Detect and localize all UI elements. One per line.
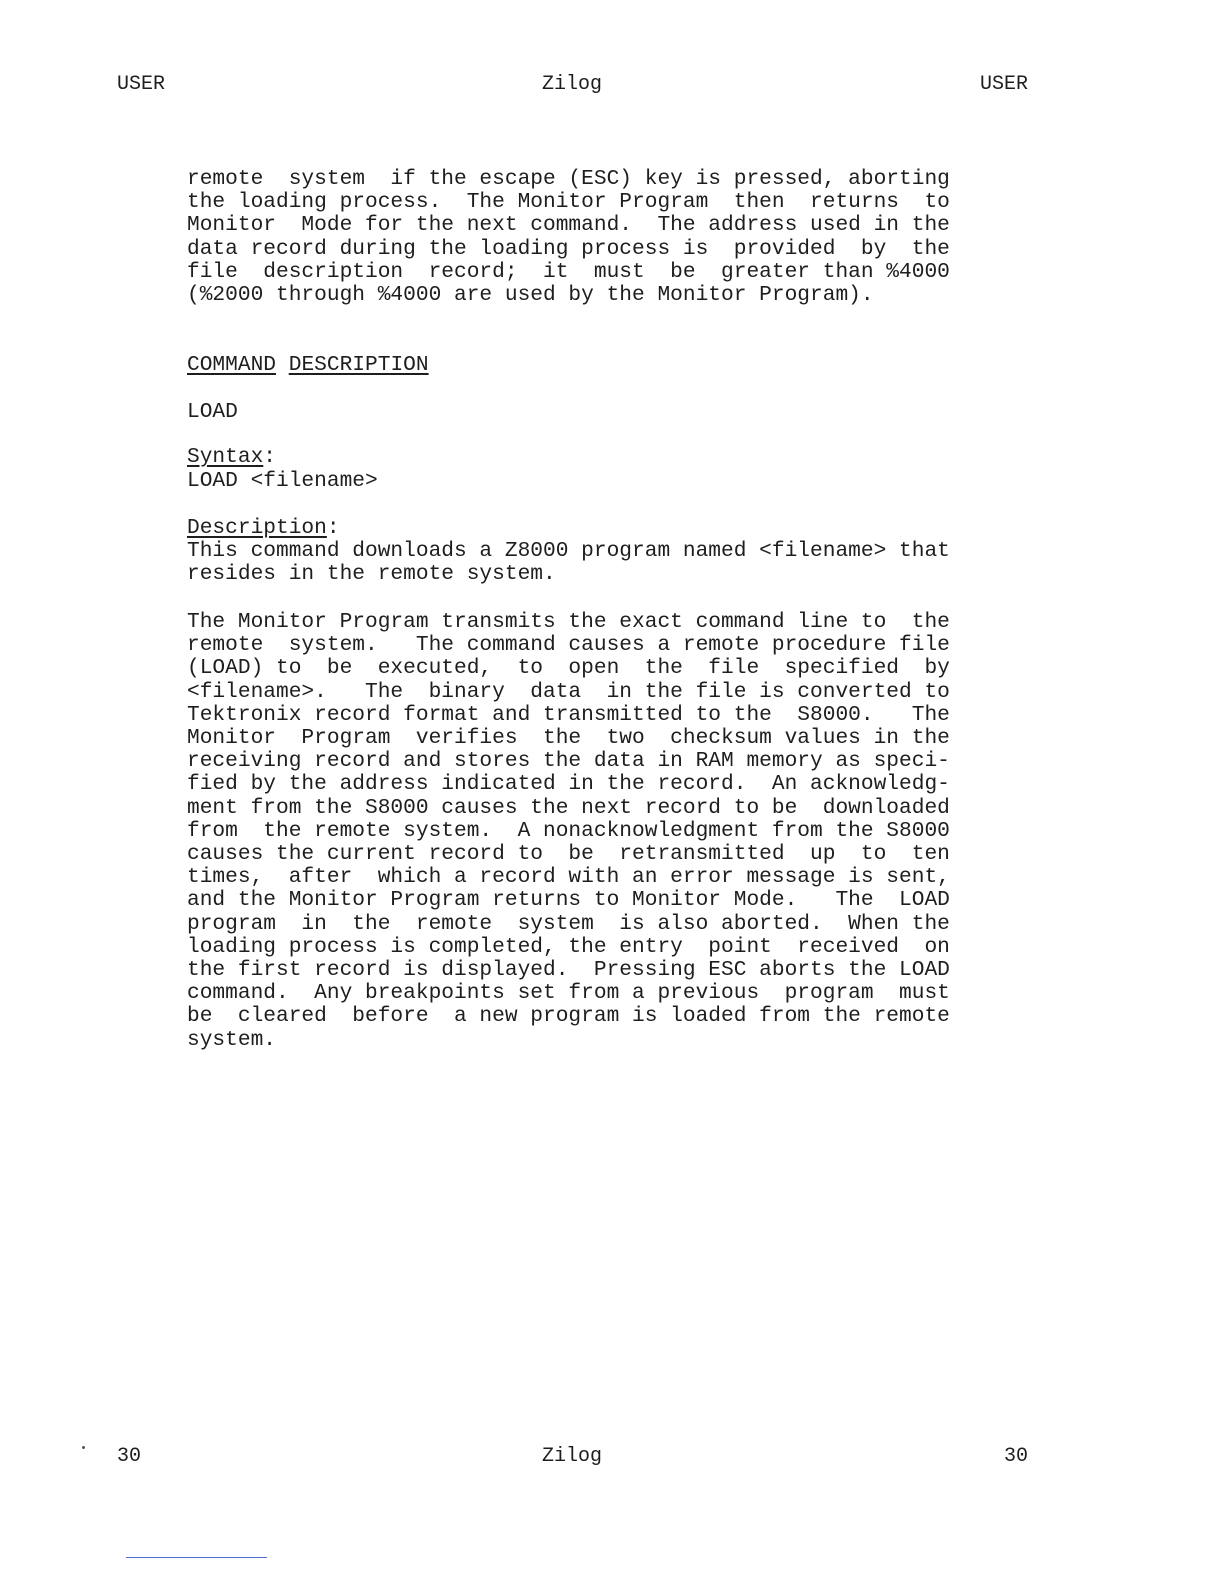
footer-rule xyxy=(126,1557,267,1558)
main-paragraph-block xyxy=(187,611,1027,1052)
syntax-value: LOAD <filename> xyxy=(187,469,378,493)
main-paragraph: The Monitor Program transmits the exact command line to the remote system. The command causes a remote procedure file (LOAD) to be executed, to open the file specified by <filename>. The binary data in the file is converted to Tektronix record format and transmitted to the S8000. The Monitor Program verifies the two checksum values in the receiving record and stores the data in RAM memory as speci- fied by the address indicated in the record. An acknowledg- ment from the S8000 causes the next record to be downloaded from the remote system. A nonacknowledgment from the S8000 causes the current record to be retransmitted up to ten times, after which a record with an error message is sent, and the Monitor Program returns to Monitor Mode. The LOAD program in the remote system is also aborted. When the loading process is completed, the entry point received on the first record is displayed. Pressing ESC aborts the LOAD command. Any breakpoints set from a previous program must be cleared before a new program is loaded from the remote system. xyxy=(187,610,950,1052)
section-heading-word-2: DESCRIPTION xyxy=(288,353,429,377)
description-label-line xyxy=(187,517,340,540)
syntax-label-line xyxy=(187,446,276,469)
syntax-label: Syntax xyxy=(187,445,264,469)
description-text: This command downloads a Z8000 program named <filename> that resides in the remote system. xyxy=(187,539,950,587)
page-footer xyxy=(0,1442,1224,1472)
scan-speck xyxy=(82,1446,85,1449)
header-center: Zilog xyxy=(541,73,602,96)
intro-paragraph-block xyxy=(187,168,1027,307)
section-heading-word-1: COMMAND xyxy=(187,353,277,377)
page-header xyxy=(0,70,1224,100)
syntax-colon: : xyxy=(263,445,277,469)
footer-center: Zilog xyxy=(541,1445,602,1468)
footer-page-number-right: 30 xyxy=(1003,1445,1028,1468)
header-right: USER xyxy=(979,73,1028,96)
description-label: Description xyxy=(187,516,327,540)
section-heading xyxy=(187,354,429,377)
footer-page-number-left: 30 xyxy=(117,1445,142,1468)
description-text-block xyxy=(187,540,1027,586)
description-colon: : xyxy=(326,516,340,540)
intro-paragraph: remote system if the escape (ESC) key is pressed, aborting the loading process. The Monitor Program then returns to Monitor Mode for the next command. The address used in the data record during the loading process is provided by the file description record; it must be greater than %4000 (%2000 through %4000 are used by the Monitor Program). xyxy=(187,167,950,308)
command-name: LOAD xyxy=(187,400,238,424)
header-left: USER xyxy=(117,73,166,96)
